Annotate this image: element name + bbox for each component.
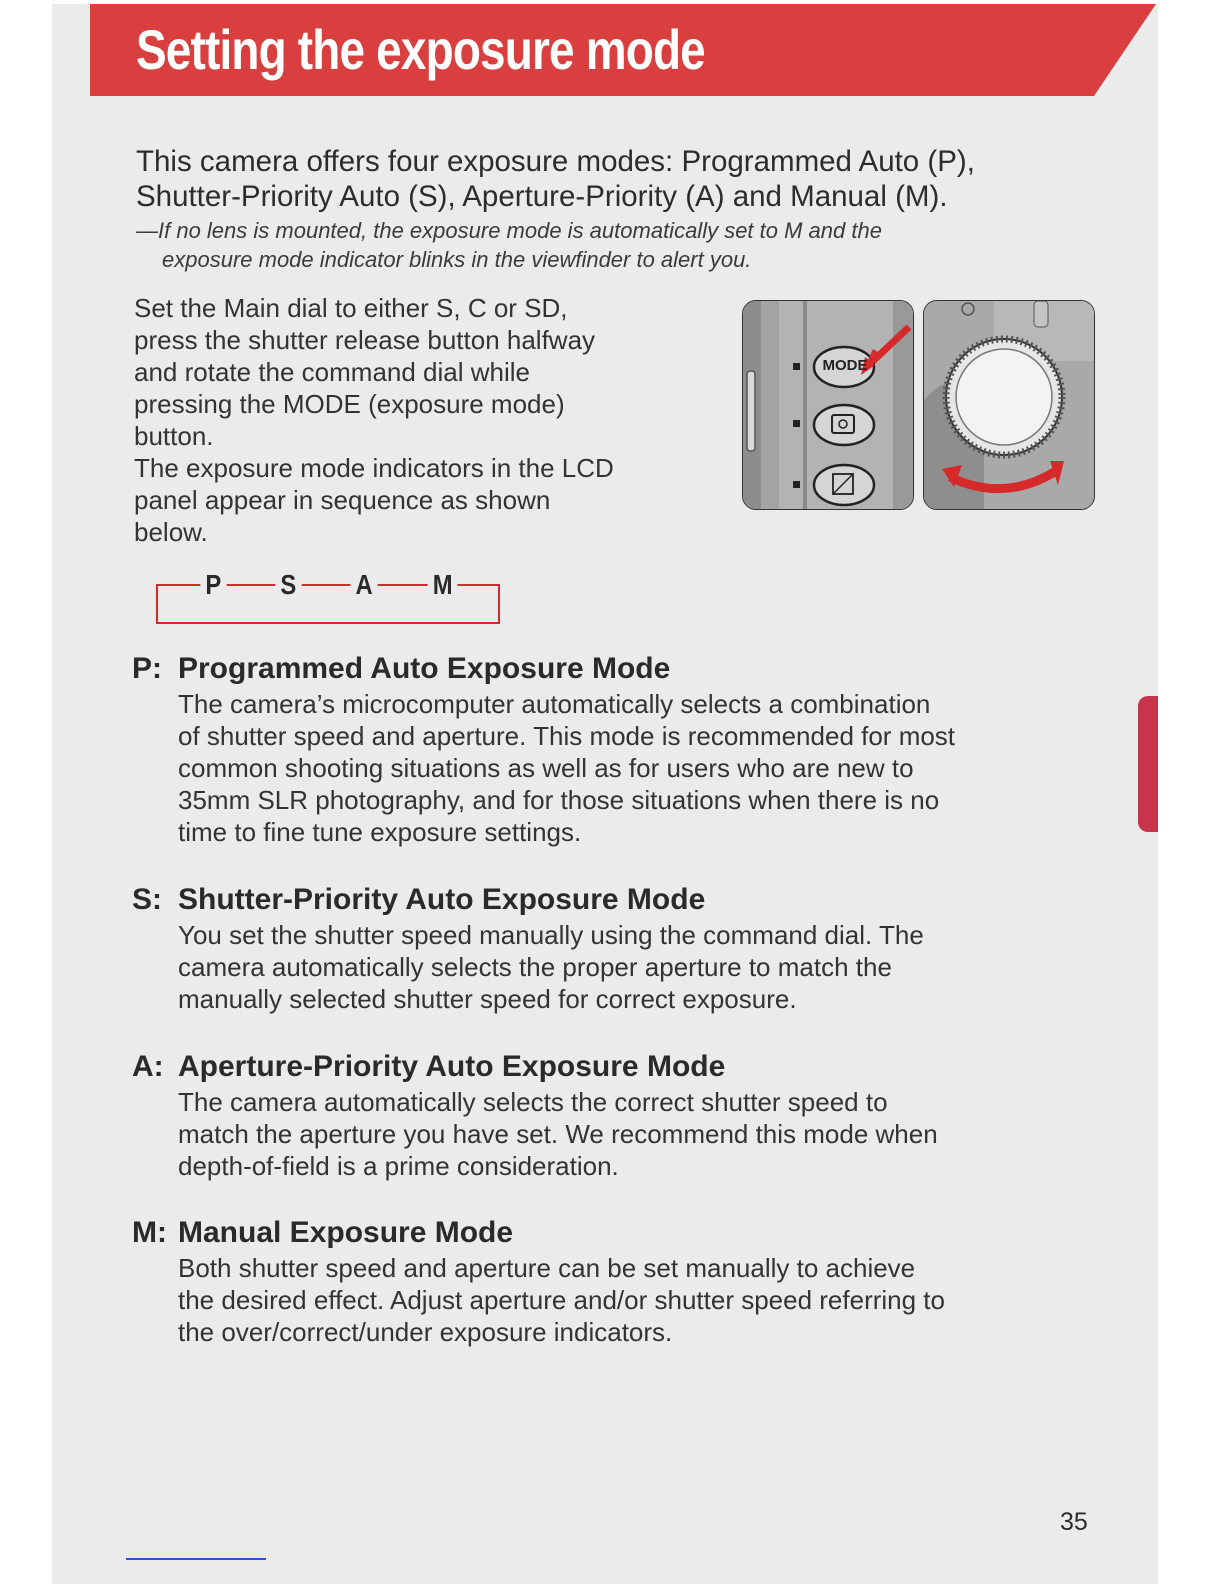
- instruction-line: Set the Main dial to either S, C or SD,: [134, 293, 568, 323]
- instruction-line: The exposure mode indicators in the LCD: [134, 453, 614, 483]
- no-lens-note: [136, 216, 1096, 274]
- instruction-line: press the shutter release button halfway: [134, 325, 596, 355]
- intro-paragraph: [136, 144, 1136, 214]
- instruction-line: below.: [134, 517, 208, 547]
- mode-section-p: [132, 652, 1102, 848]
- mode-button-label: MODE: [822, 357, 868, 374]
- description-line: time to fine tune exposure settings.: [178, 817, 582, 847]
- instruction-line: button.: [134, 421, 214, 451]
- mode-section-m: [132, 1216, 1102, 1348]
- cycle-mode-m: M: [427, 569, 457, 601]
- description-line: You set the shutter speed manually using the command dial. The: [178, 920, 924, 950]
- mode-description: [178, 919, 1102, 1015]
- mode-heading: [132, 883, 1102, 917]
- description-line: the over/correct/under exposure indicators.: [178, 1317, 673, 1347]
- description-line: match the aperture you have set. We recommend this mode when: [178, 1119, 938, 1149]
- note-line-2: exposure mode indicator blinks in the viewfinder to alert you.: [162, 247, 752, 272]
- instructions-paragraph: [134, 292, 724, 548]
- cycle-mode-s: S: [275, 569, 301, 601]
- title-banner: [90, 4, 1156, 96]
- section-thumb-tab: [1138, 696, 1158, 832]
- page-title: Setting the exposure mode: [136, 18, 705, 81]
- note-line-1: —If no lens is mounted, the exposure mode is automatically set to M and the: [136, 218, 882, 243]
- description-line: camera automatically selects the proper aperture to match the: [178, 952, 892, 982]
- cycle-mode-p: P: [200, 569, 226, 601]
- description-line: common shooting situations as well as for users who are new to: [178, 753, 914, 783]
- mode-title: Shutter-Priority Auto Exposure Mode: [178, 883, 706, 916]
- cycle-sequence: [152, 566, 506, 604]
- mode-heading: [132, 1050, 1102, 1084]
- description-line: depth-of-field is a prime consideration.: [178, 1151, 619, 1181]
- mode-letter: M:: [132, 1216, 167, 1249]
- intro-line-2: Shutter-Priority Auto (S), Aperture-Priority (A) and Manual (M).: [136, 180, 948, 213]
- description-line: of shutter speed and aperture. This mode is recommended for most: [178, 721, 956, 751]
- mode-button-illustration: [742, 300, 914, 510]
- description-line: Both shutter speed and aperture can be set manually to achieve: [178, 1253, 916, 1283]
- mode-letter: A:: [132, 1050, 164, 1083]
- mode-title: Aperture-Priority Auto Exposure Mode: [178, 1050, 726, 1083]
- description-line: manually selected shutter speed for correct exposure.: [178, 984, 797, 1014]
- mode-heading: [132, 652, 1102, 686]
- mode-cycle-diagram: [152, 566, 506, 632]
- footer-rule: [126, 1558, 266, 1560]
- mode-title: Manual Exposure Mode: [178, 1216, 514, 1249]
- instruction-line: panel appear in sequence as shown: [134, 485, 551, 515]
- mode-heading: [132, 1216, 1102, 1250]
- instruction-line: pressing the MODE (exposure mode): [134, 389, 565, 419]
- mode-description: [178, 688, 1102, 848]
- mode-description: [178, 1252, 1102, 1348]
- description-line: The camera automatically selects the correct shutter speed to: [178, 1087, 888, 1117]
- description-line: The camera’s microcomputer automatically selects a combination: [178, 689, 931, 719]
- intro-line-1: This camera offers four exposure modes: Programmed Auto (P),: [136, 145, 975, 178]
- mode-section-a: [132, 1050, 1102, 1182]
- mode-letter: P:: [132, 652, 162, 685]
- mode-title: Programmed Auto Exposure Mode: [178, 652, 671, 685]
- description-line: the desired effect. Adjust aperture and/or shutter speed referring to: [178, 1285, 945, 1315]
- instruction-line: and rotate the command dial while: [134, 357, 531, 387]
- mode-description: [178, 1086, 1102, 1182]
- command-dial-illustration: [923, 300, 1095, 510]
- page-number: 35: [1060, 1508, 1088, 1536]
- mode-letter: S:: [132, 883, 162, 916]
- description-line: 35mm SLR photography, and for those situations when there is no: [178, 785, 940, 815]
- cycle-mode-a: A: [350, 569, 377, 601]
- mode-section-s: [132, 883, 1102, 1015]
